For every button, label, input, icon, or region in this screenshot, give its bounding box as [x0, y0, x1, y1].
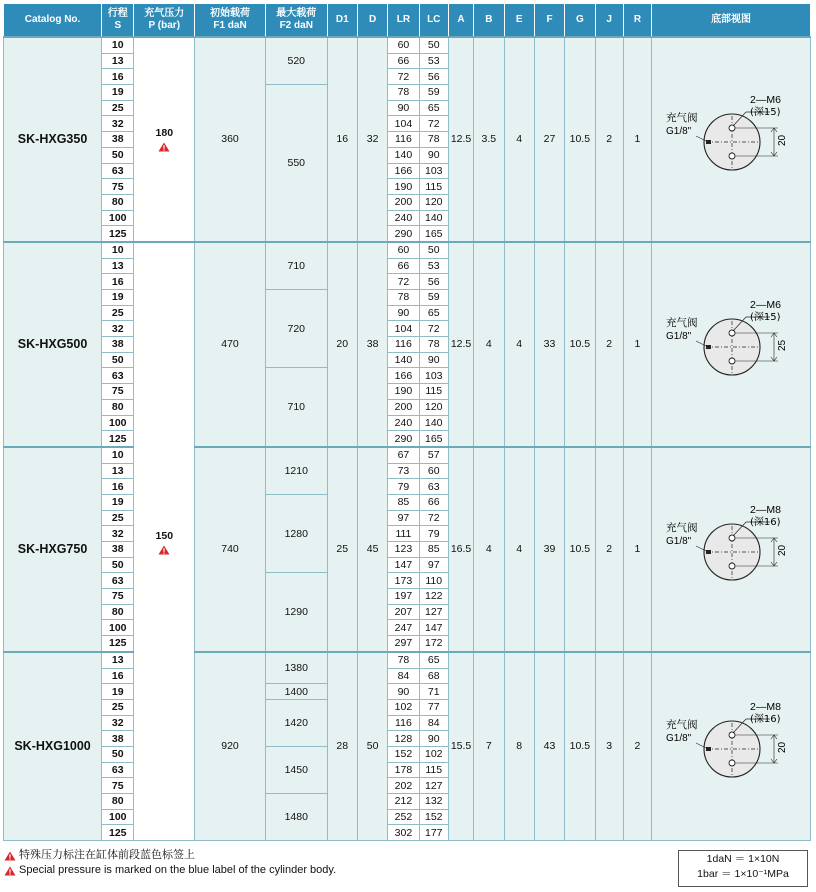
lc-cell: 102 — [419, 746, 448, 762]
dimension-label: 20 — [777, 135, 789, 147]
lr-cell: 78 — [388, 652, 419, 668]
initial-load-cell: 360 — [195, 37, 266, 242]
lr-cell: 66 — [388, 258, 419, 274]
max-load-cell: 1290 — [265, 573, 327, 652]
lr-cell: 123 — [388, 542, 419, 558]
hdr-catalog: Catalog No. — [4, 4, 102, 38]
lc-cell: 127 — [419, 604, 448, 620]
stroke-cell: 10 — [102, 242, 134, 258]
lc-cell: 140 — [419, 210, 448, 226]
stroke-cell: 13 — [102, 463, 134, 479]
b-cell: 4 — [474, 242, 504, 447]
screw-label: 2—M6 — [750, 299, 781, 312]
lc-cell: 57 — [419, 447, 448, 463]
lr-cell: 147 — [388, 557, 419, 573]
lr-cell: 72 — [388, 274, 419, 290]
lr-cell: 190 — [388, 384, 419, 400]
stroke-cell: 19 — [102, 85, 134, 101]
lc-cell: 66 — [419, 494, 448, 510]
f-cell: 33 — [534, 242, 564, 447]
warning-icon — [158, 545, 170, 555]
lr-cell: 90 — [388, 100, 419, 116]
stroke-cell: 10 — [102, 447, 134, 463]
stroke-cell: 75 — [102, 778, 134, 794]
table-row — [4, 242, 811, 258]
d1-cell: 25 — [327, 447, 357, 652]
e-cell: 8 — [504, 652, 534, 841]
initial-load-cell: 470 — [195, 242, 266, 447]
e-cell: 4 — [504, 37, 534, 242]
lr-cell: 128 — [388, 731, 419, 747]
b-cell: 4 — [474, 447, 504, 652]
stroke-cell: 50 — [102, 147, 134, 163]
initial-load-cell: 920 — [195, 652, 266, 841]
max-load-cell: 1450 — [265, 746, 327, 793]
b-cell: 3.5 — [474, 37, 504, 242]
lc-cell: 90 — [419, 731, 448, 747]
d1-cell: 28 — [327, 652, 357, 841]
header-row — [4, 4, 811, 38]
stroke-cell: 100 — [102, 620, 134, 636]
lc-cell: 79 — [419, 526, 448, 542]
d-cell: 45 — [357, 447, 387, 652]
stroke-cell: 25 — [102, 100, 134, 116]
lc-cell: 122 — [419, 589, 448, 605]
pressure-value: 150 — [155, 529, 174, 542]
j-cell: 2 — [595, 447, 623, 652]
d-cell: 38 — [357, 242, 387, 447]
hdr-f2: 最大载荷 F2 daN — [265, 4, 327, 38]
stroke-cell: 25 — [102, 305, 134, 321]
lc-cell: 85 — [419, 542, 448, 558]
lc-cell: 59 — [419, 85, 448, 101]
stroke-cell: 38 — [102, 132, 134, 148]
lr-cell: 97 — [388, 510, 419, 526]
unit-bar: 1bar ＝ 1×10⁻¹MPa — [697, 868, 789, 880]
f-cell: 39 — [534, 447, 564, 652]
stroke-cell: 32 — [102, 526, 134, 542]
stroke-cell: 32 — [102, 321, 134, 337]
lr-cell: 247 — [388, 620, 419, 636]
e-cell: 4 — [504, 447, 534, 652]
catalog-number: SK-HXG1000 — [4, 652, 102, 841]
stroke-cell: 75 — [102, 179, 134, 195]
screw-label: 2—M8 — [750, 701, 781, 714]
lc-cell: 56 — [419, 69, 448, 85]
lc-cell: 165 — [419, 226, 448, 242]
d1-cell: 20 — [327, 242, 357, 447]
stroke-cell: 80 — [102, 794, 134, 810]
lr-cell: 178 — [388, 762, 419, 778]
lc-cell: 56 — [419, 274, 448, 290]
warning-icon — [4, 866, 16, 876]
hdr-d: D — [357, 4, 387, 38]
catalog-number: SK-HXG350 — [4, 37, 102, 242]
lc-cell: 53 — [419, 53, 448, 69]
lr-cell: 104 — [388, 321, 419, 337]
max-load-cell: 550 — [265, 85, 327, 242]
lc-cell: 71 — [419, 684, 448, 700]
lr-cell: 104 — [388, 116, 419, 132]
bottom-view-cell — [652, 242, 811, 447]
lc-cell: 59 — [419, 290, 448, 306]
bottom-view-drawing — [666, 699, 796, 789]
stroke-cell: 32 — [102, 715, 134, 731]
pressure-cell — [134, 37, 195, 242]
lc-cell: 72 — [419, 321, 448, 337]
stroke-cell: 16 — [102, 274, 134, 290]
bottom-view-cell — [652, 37, 811, 242]
stroke-cell: 16 — [102, 69, 134, 85]
stroke-cell: 38 — [102, 337, 134, 353]
footer-notes — [4, 848, 336, 878]
stroke-cell: 13 — [102, 53, 134, 69]
max-load-cell: 710 — [265, 242, 327, 290]
stroke-cell: 100 — [102, 210, 134, 226]
lc-cell: 78 — [419, 132, 448, 148]
bottom-view-drawing — [666, 502, 796, 592]
stroke-cell: 25 — [102, 699, 134, 715]
lr-cell: 190 — [388, 179, 419, 195]
lc-cell: 115 — [419, 179, 448, 195]
max-load-cell: 1280 — [265, 494, 327, 572]
lc-cell: 110 — [419, 573, 448, 589]
stroke-cell: 125 — [102, 825, 134, 841]
hdr-f: F — [534, 4, 564, 38]
stroke-cell: 125 — [102, 636, 134, 652]
lc-cell: 50 — [419, 37, 448, 53]
f-cell: 43 — [534, 652, 564, 841]
stroke-cell: 125 — [102, 226, 134, 242]
lr-cell: 73 — [388, 463, 419, 479]
hdr-d1: D1 — [327, 4, 357, 38]
hdr-g: G — [565, 4, 595, 38]
lc-cell: 65 — [419, 305, 448, 321]
stroke-cell: 100 — [102, 809, 134, 825]
catalog-number: SK-HXG500 — [4, 242, 102, 447]
bottom-view-cell — [652, 652, 811, 841]
max-load-cell: 710 — [265, 368, 327, 447]
lr-cell: 72 — [388, 69, 419, 85]
stroke-cell: 19 — [102, 684, 134, 700]
lc-cell: 65 — [419, 652, 448, 668]
note-cn: 特殊压力标注在缸体前段蓝色标签上 — [19, 849, 195, 861]
d-cell: 32 — [357, 37, 387, 242]
stroke-cell: 50 — [102, 746, 134, 762]
j-cell: 2 — [595, 242, 623, 447]
j-cell: 2 — [595, 37, 623, 242]
dimension-label: 20 — [777, 545, 789, 557]
stroke-cell: 75 — [102, 589, 134, 605]
lr-cell: 90 — [388, 305, 419, 321]
lr-cell: 202 — [388, 778, 419, 794]
stroke-cell: 38 — [102, 542, 134, 558]
max-load-cell: 1420 — [265, 699, 327, 746]
lr-cell: 302 — [388, 825, 419, 841]
warning-icon — [4, 851, 16, 861]
hdr-j: J — [595, 4, 623, 38]
lr-cell: 240 — [388, 210, 419, 226]
hdr-b: B — [474, 4, 504, 38]
max-load-cell: 1380 — [265, 652, 327, 684]
lr-cell: 240 — [388, 415, 419, 431]
lr-cell: 152 — [388, 746, 419, 762]
lc-cell: 90 — [419, 147, 448, 163]
j-cell: 3 — [595, 652, 623, 841]
max-load-cell: 720 — [265, 290, 327, 368]
depth-label: (深16) — [750, 517, 781, 529]
catalog-number: SK-HXG750 — [4, 447, 102, 652]
bottom-view-cell — [652, 447, 811, 652]
lc-cell: 152 — [419, 809, 448, 825]
lc-cell: 147 — [419, 620, 448, 636]
hdr-f1: 初始载荷 F1 daN — [195, 4, 266, 38]
stroke-cell: 16 — [102, 668, 134, 684]
d1-cell: 16 — [327, 37, 357, 242]
lr-cell: 140 — [388, 147, 419, 163]
bottom-view-drawing — [666, 297, 796, 387]
hdr-lr: LR — [388, 4, 419, 38]
a-cell: 15.5 — [448, 652, 473, 841]
screw-label: 2—M8 — [750, 504, 781, 517]
max-load-cell: 1210 — [265, 447, 327, 495]
lc-cell: 120 — [419, 399, 448, 415]
lc-cell: 132 — [419, 794, 448, 810]
g-cell: 10.5 — [565, 652, 595, 841]
lr-cell: 252 — [388, 809, 419, 825]
lr-cell: 116 — [388, 715, 419, 731]
r-cell: 1 — [623, 37, 651, 242]
hdr-stroke: 行程 S — [102, 4, 134, 38]
lr-cell: 140 — [388, 352, 419, 368]
screw-label: 2—M6 — [750, 94, 781, 107]
stroke-cell: 80 — [102, 399, 134, 415]
max-load-cell: 1400 — [265, 684, 327, 700]
lr-cell: 166 — [388, 368, 419, 384]
g-cell: 10.5 — [565, 447, 595, 652]
lr-cell: 212 — [388, 794, 419, 810]
hdr-lc: LC — [419, 4, 448, 38]
pressure-cell — [134, 242, 195, 841]
lr-cell: 200 — [388, 399, 419, 415]
hdr-pressure: 充气压力 P (bar) — [134, 4, 195, 38]
lc-cell: 84 — [419, 715, 448, 731]
stroke-cell: 13 — [102, 258, 134, 274]
lr-cell: 197 — [388, 589, 419, 605]
note-en: Special pressure is marked on the blue label of the cylinder body. — [19, 864, 337, 876]
lr-cell: 116 — [388, 132, 419, 148]
lr-cell: 116 — [388, 337, 419, 353]
max-load-cell: 520 — [265, 37, 327, 85]
lc-cell: 172 — [419, 636, 448, 652]
pressure-value: 180 — [155, 127, 174, 140]
lc-cell: 115 — [419, 384, 448, 400]
lc-cell: 177 — [419, 825, 448, 841]
valve-label: 充气阀 — [666, 112, 698, 125]
b-cell: 7 — [474, 652, 504, 841]
lc-cell: 65 — [419, 100, 448, 116]
spec-body — [4, 37, 811, 841]
lc-cell: 68 — [419, 668, 448, 684]
bottom-view-drawing — [666, 92, 796, 182]
lc-cell: 72 — [419, 510, 448, 526]
stroke-cell: 38 — [102, 731, 134, 747]
r-cell: 1 — [623, 242, 651, 447]
lc-cell: 115 — [419, 762, 448, 778]
note-en-row — [4, 863, 336, 878]
lc-cell: 53 — [419, 258, 448, 274]
lc-cell: 77 — [419, 699, 448, 715]
stroke-cell: 125 — [102, 431, 134, 447]
g-cell: 10.5 — [565, 242, 595, 447]
unit-dan: 1daN ＝ 1×10N — [706, 853, 780, 865]
stroke-cell: 63 — [102, 163, 134, 179]
hdr-view: 底部视图 — [652, 4, 811, 38]
stroke-cell: 10 — [102, 37, 134, 53]
table-row — [4, 652, 811, 668]
valve-label: 充气阀 — [666, 719, 698, 732]
stroke-cell: 19 — [102, 494, 134, 510]
spec-table — [3, 3, 811, 841]
stroke-cell: 75 — [102, 384, 134, 400]
lr-cell: 79 — [388, 479, 419, 495]
hdr-r: R — [623, 4, 651, 38]
lr-cell: 67 — [388, 447, 419, 463]
stroke-cell: 80 — [102, 194, 134, 210]
stroke-cell: 63 — [102, 368, 134, 384]
f-cell: 27 — [534, 37, 564, 242]
valve-label: 充气阀 — [666, 522, 698, 535]
lr-cell: 290 — [388, 226, 419, 242]
max-load-cell: 1480 — [265, 794, 327, 841]
lr-cell: 78 — [388, 290, 419, 306]
unit-conversion-box — [678, 850, 808, 887]
lr-cell: 290 — [388, 431, 419, 447]
lr-cell: 207 — [388, 604, 419, 620]
table-row — [4, 37, 811, 53]
a-cell: 16.5 — [448, 447, 473, 652]
lc-cell: 97 — [419, 557, 448, 573]
warning-icon — [158, 142, 170, 152]
a-cell: 12.5 — [448, 37, 473, 242]
stroke-cell: 16 — [102, 479, 134, 495]
lr-cell: 60 — [388, 37, 419, 53]
r-cell: 1 — [623, 447, 651, 652]
thread-label: G1/8" — [666, 126, 692, 138]
lr-cell: 102 — [388, 699, 419, 715]
lr-cell: 85 — [388, 494, 419, 510]
lc-cell: 140 — [419, 415, 448, 431]
thread-label: G1/8" — [666, 733, 692, 745]
stroke-cell: 63 — [102, 762, 134, 778]
stroke-cell: 100 — [102, 415, 134, 431]
lc-cell: 63 — [419, 479, 448, 495]
lc-cell: 103 — [419, 368, 448, 384]
dimension-label: 25 — [777, 340, 789, 352]
lr-cell: 66 — [388, 53, 419, 69]
thread-label: G1/8" — [666, 536, 692, 548]
r-cell: 2 — [623, 652, 651, 841]
table-row — [4, 447, 811, 463]
lc-cell: 90 — [419, 352, 448, 368]
d-cell: 50 — [357, 652, 387, 841]
lr-cell: 297 — [388, 636, 419, 652]
stroke-cell: 63 — [102, 573, 134, 589]
depth-label: (深15) — [750, 312, 781, 324]
hdr-e: E — [504, 4, 534, 38]
lr-cell: 84 — [388, 668, 419, 684]
lc-cell: 103 — [419, 163, 448, 179]
lc-cell: 60 — [419, 463, 448, 479]
lc-cell: 50 — [419, 242, 448, 258]
stroke-cell: 50 — [102, 557, 134, 573]
lr-cell: 111 — [388, 526, 419, 542]
depth-label: (深15) — [750, 107, 781, 119]
e-cell: 4 — [504, 242, 534, 447]
stroke-cell: 13 — [102, 652, 134, 668]
lr-cell: 78 — [388, 85, 419, 101]
valve-label: 充气阀 — [666, 317, 698, 330]
dimension-label: 20 — [777, 742, 789, 754]
lc-cell: 120 — [419, 194, 448, 210]
note-cn-row — [4, 848, 336, 863]
lc-cell: 165 — [419, 431, 448, 447]
lc-cell: 127 — [419, 778, 448, 794]
stroke-cell: 25 — [102, 510, 134, 526]
lc-cell: 78 — [419, 337, 448, 353]
g-cell: 10.5 — [565, 37, 595, 242]
lr-cell: 90 — [388, 684, 419, 700]
initial-load-cell: 740 — [195, 447, 266, 652]
lr-cell: 173 — [388, 573, 419, 589]
stroke-cell: 80 — [102, 604, 134, 620]
lc-cell: 72 — [419, 116, 448, 132]
thread-label: G1/8" — [666, 331, 692, 343]
lr-cell: 166 — [388, 163, 419, 179]
depth-label: (深16) — [750, 714, 781, 726]
hdr-a: A — [448, 4, 473, 38]
a-cell: 12.5 — [448, 242, 473, 447]
stroke-cell: 19 — [102, 290, 134, 306]
stroke-cell: 50 — [102, 352, 134, 368]
lr-cell: 60 — [388, 242, 419, 258]
stroke-cell: 32 — [102, 116, 134, 132]
lr-cell: 200 — [388, 194, 419, 210]
